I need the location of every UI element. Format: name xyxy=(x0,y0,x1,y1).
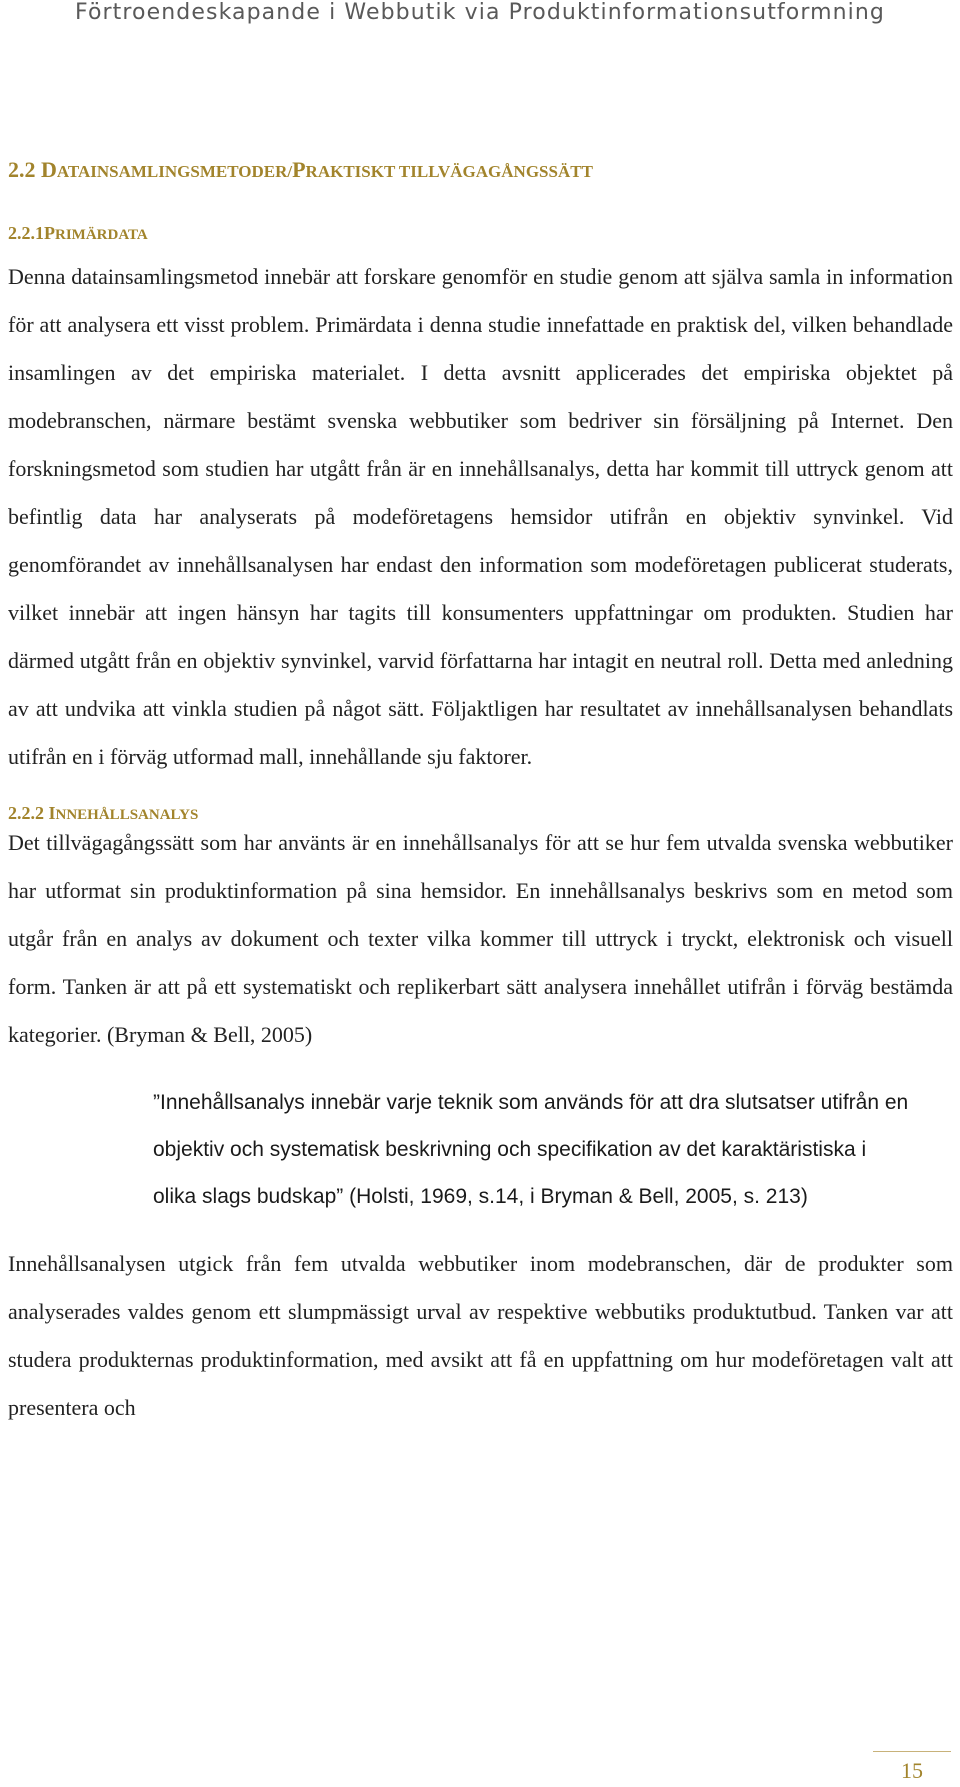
section-title-part-1: ATAINSAMLINGSMETODER/ xyxy=(56,162,293,181)
section-title-part-2: RAKTISKT TILLVÄGAGÅNGSSÄTT xyxy=(305,162,593,181)
footer-rule xyxy=(873,1751,951,1752)
section-heading xyxy=(8,155,953,187)
subsection-title-initial: P xyxy=(44,223,55,243)
paragraph-innehallsanalys-continued: Innehållsanalysen utgick från fem utvalda webbutiker inom modebranschen, där de produkter som analyserades valdes genom ett slumpmässigt urval av respektive webbutiks produktutbud. Tanken var att studera produkternas produktinformation, med avsikt att få en uppfattning om hur modeföretagen valt att presentera och xyxy=(8,1251,953,1420)
page-content xyxy=(8,155,953,1432)
section-number: 2.2 xyxy=(8,157,36,182)
paragraph-primardata: Denna datainsamlingsmetod innebär att forskare genomför en studie genom att själva samla in information för att analysera ett visst problem. Primärdata i denna studie innefattade en praktisk del, vilken behandlade insamlingen av det empiriska materialet. I detta avsnitt applicerades det empiriska objektet på modebranschen, närmare bestämt svenska webbutiker som bedriver sin försäljning på Internet. Den forskningsmetod som studien har utgått från är en innehållsanalys, detta har kommit till uttryck genom att befintlig data har analyserats på modeföretagens hemsidor utifrån en objektiv synvinkel. Vid genomförandet av innehållsanalysen har endast den information som modeföretagen publicerat studerats, vilket innebär att ingen hänsyn har tagits till konsumenters uppfattningar om produkten. Studien har därmed utgått från en objektiv synvinkel, varvid författarna har intagit en neutral roll. Detta med anledning av att undvika att vinkla studien på något sätt. Följaktligen har resultatet av innehållsanalysen behandlats utifrån en i förväg utformad mall, innehållande sju faktorer. xyxy=(8,264,953,769)
paragraph-innehallsanalys: Det tillvägagångssätt som har använts är en innehållsanalys för att se hur fem utvalda svenska webbutiker har utformat sin produktinformation på sina hemsidor. En innehållsanalys beskrivs som en metod som utgår från en analys av dokument och texter vilka kommer till uttryck i tryckt, elektronisk och visuell form. Tanken är att på ett systematiskt och replikerbart sätt analysera innehållet utifrån i förväg bestämda kategorier. (Bryman & Bell, 2005) xyxy=(8,830,953,1047)
section-title-initial-2: P xyxy=(292,157,306,182)
subsection-title-rest: NNEHÅLLSANALYS xyxy=(55,807,199,823)
subsection-number: 2.2.2 xyxy=(8,803,44,823)
section-title-initial-1: D xyxy=(41,157,57,182)
subsection-number: 2.2.1 xyxy=(8,223,44,243)
subsection-heading-primardata xyxy=(8,221,953,247)
running-header: Förtroendeskapande i Webbutik via Produktinformationsutformning xyxy=(75,0,885,25)
subsection-title-initial: I xyxy=(48,803,56,823)
block-quote: ”Innehållsanalys innebär varje teknik som används för att dra slutsatser utifrån en objektiv och systematisk beskrivning och specifikation av det karaktäristiska i olika slags budskap” (Holsti, 1969, s.14, i Bryman & Bell, 2005, s. 213) xyxy=(153,1091,909,1208)
page-number: 15 xyxy=(901,1758,923,1783)
subsection-title-rest: RIMÄRDATA xyxy=(55,227,148,243)
